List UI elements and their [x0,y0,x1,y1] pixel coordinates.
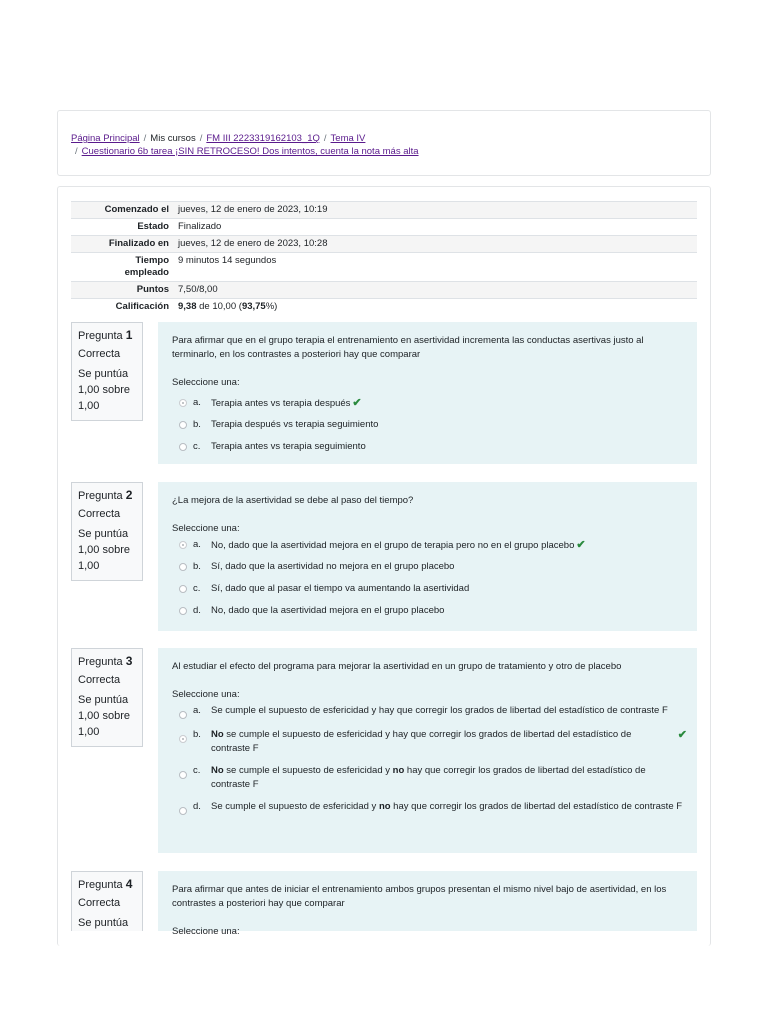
check-icon: ✔ [576,539,586,551]
select-one-prompt: Seleccione una: [172,523,240,534]
question-grade-line: Se puntúa [78,694,129,706]
question-content-2 [158,482,697,631]
grade-score: 9,38 [178,301,197,312]
question-content-3 [158,648,697,853]
summary-row-grade [71,299,697,316]
breadcrumb-line-2 [71,145,697,158]
option-text: Se cumple el supuesto de esfericidad y [211,801,379,812]
summary-value: 7,50/8,00 [173,282,697,299]
option-letter: c. [193,441,201,452]
grade-percent-suffix: %) [265,301,278,312]
option-text: No, dado que la asertividad mejora en el grupo placebo [211,605,445,616]
summary-value [173,299,697,316]
question-info-1 [71,322,143,421]
radio-button[interactable] [179,807,187,815]
answer-option-c[interactable] [172,582,683,598]
radio-button-selected[interactable] [179,541,187,549]
grade-percent: 93,75 [241,301,266,312]
breadcrumb [57,110,711,176]
answer-option-c[interactable] [172,440,683,456]
option-letter: a. [193,705,201,716]
summary-label: Finalizado en [71,236,173,253]
select-one-prompt: Seleccione una: [172,689,240,700]
question-number: 3 [125,654,133,668]
radio-button[interactable] [179,585,187,593]
answer-option-c[interactable] [172,764,683,792]
question-grade-line: 1,00 sobre [78,710,130,722]
question-text: Para afirmar que en el grupo terapia el entrenamiento en asertividad incrementa las conductas asertivas justo al terminarlo, en los contrastes a posteriori hay que comparar [172,335,644,360]
radio-button[interactable] [179,771,187,779]
answer-option-a[interactable] [172,538,683,554]
breadcrumb-home-link[interactable]: Página Principal [71,133,140,144]
radio-button[interactable] [179,421,187,429]
radio-button[interactable] [179,607,187,615]
question-grade-line: 1,00 [78,726,100,738]
summary-row-points [71,282,697,299]
option-letter: b. [193,419,201,430]
answer-option-b[interactable] [172,418,683,434]
option-text: se cumple el supuesto de esfericidad y [223,765,393,776]
question-grade-line: 1,00 [78,560,100,572]
option-text: Terapia antes vs terapia seguimiento [211,441,366,452]
summary-row-finished [71,236,697,253]
option-text: Sí, dado que al pasar el tiempo va aumentando la asertividad [211,583,470,594]
radio-button[interactable] [179,443,187,451]
question-info-3 [71,648,143,747]
summary-label: Calificación [71,299,173,316]
option-text-emphasis: No [211,765,224,776]
option-letter: a. [193,539,201,550]
option-text: Terapia antes vs terapia después [211,398,351,409]
question-grade-line: 1,00 sobre [78,384,130,396]
question-text: Al estudiar el efecto del programa para mejorar la asertividad en un grupo de tratamiento y otro de placebo [172,661,622,672]
option-letter: b. [193,729,201,740]
quiz-review-region [57,186,711,946]
question-state: Correcta [78,897,121,909]
summary-row-state [71,219,697,236]
breadcrumb-separator: / [199,133,203,144]
option-text-emphasis: no [392,765,405,776]
summary-value: 9 minutos 14 segundos [173,253,697,282]
question-label: Pregunta [78,879,123,891]
question-label: Pregunta [78,656,123,668]
check-icon: ✔ [352,397,362,409]
question-info-4 [71,871,143,931]
summary-label: Comenzado el [71,202,173,219]
option-letter: b. [193,561,201,572]
question-grade-line: Se puntúa [78,528,129,540]
option-text: Se cumple el supuesto de esfericidad y hay que corregir los grados de libertad del estadístico de contraste F [211,705,668,716]
option-text: No, dado que la asertividad mejora en el grupo de terapia pero no en el grupo placebo [211,540,575,551]
option-text: se cumple el supuesto de esfericidad y hay que corregir los grados de libertad del estadístico de contraste F [211,729,632,754]
check-icon: ✔ [677,729,687,741]
question-label: Pregunta [78,330,123,342]
question-grade-line: 1,00 sobre [78,544,130,556]
summary-row-started [71,202,697,219]
option-text: Sí, dado que la asertividad no mejora en el grupo placebo [211,561,455,572]
option-text: Terapia después vs terapia seguimiento [211,419,379,430]
question-grade-line: 1,00 [78,400,100,412]
summary-label-line: Tiempo [135,255,169,266]
grade-max: de 10,00 ( [199,301,242,312]
radio-button-selected[interactable] [179,735,187,743]
question-text: ¿La mejora de la asertividad se debe al paso del tiempo? [172,495,414,506]
question-content-4 [158,871,697,937]
question-content-1 [158,322,697,464]
radio-button[interactable] [179,563,187,571]
question-grade-line: Se puntúa [78,917,129,929]
breadcrumb-separator: / [323,133,327,144]
summary-value: jueves, 12 de enero de 2023, 10:28 [173,236,697,253]
attempt-summary-table [71,201,697,315]
summary-value: Finalizado [173,219,697,236]
answer-option-d[interactable] [172,800,683,816]
breadcrumb-line-1 [71,132,697,145]
breadcrumb-course-link[interactable]: FM III 2223319162103_1Q [206,133,320,144]
question-grade-line: Se puntúa [78,368,129,380]
option-letter: a. [193,397,201,408]
question-state: Correcta [78,674,121,686]
option-text: hay que corregir los grados de libertad del estadístico de contraste F [211,765,646,790]
breadcrumb-topic-link[interactable]: Tema IV [330,133,366,144]
option-text: hay que corregir los grados de libertad del estadístico de contraste F [390,801,683,812]
question-state: Correcta [78,508,121,520]
summary-label: Puntos [71,282,173,299]
breadcrumb-separator: / [143,133,147,144]
radio-button-selected[interactable] [179,399,187,407]
answer-option-d[interactable] [172,604,683,620]
answer-option-a[interactable] [172,396,683,412]
summary-value: jueves, 12 de enero de 2023, 10:19 [173,202,697,219]
summary-label [71,253,173,282]
radio-button[interactable] [179,711,187,719]
question-info-2 [71,482,143,581]
question-number: 1 [125,328,133,342]
select-one-prompt: Seleccione una: [172,377,240,388]
option-letter: d. [193,801,201,812]
option-text-emphasis: no [378,801,391,812]
option-text-emphasis: No [211,729,224,740]
answer-option-b[interactable] [172,728,687,756]
question-text: Para afirmar que antes de iniciar el entrenamiento ambos grupos presentan el mismo nivel bajo de asertividad, en los contrastes a posteriori hay que comparar [172,884,667,909]
breadcrumb-quiz-link[interactable]: Cuestionario 6b tarea ¡SIN RETROCESO! Dos intentos, cuenta la nota más alta [81,146,419,157]
option-letter: c. [193,765,201,776]
question-number: 2 [125,488,133,502]
question-number: 4 [125,877,133,891]
answer-option-a[interactable] [172,704,683,720]
question-state: Correcta [78,348,121,360]
summary-label: Estado [71,219,173,236]
select-one-prompt: Seleccione una: [172,926,240,937]
option-letter: d. [193,605,201,616]
answer-option-b[interactable] [172,560,683,576]
summary-label-line: empleado [124,267,169,278]
breadcrumb-separator: / [75,146,78,157]
question-label: Pregunta [78,490,123,502]
summary-row-time [71,253,697,282]
option-letter: c. [193,583,201,594]
breadcrumb-my-courses: Mis cursos [150,133,196,144]
